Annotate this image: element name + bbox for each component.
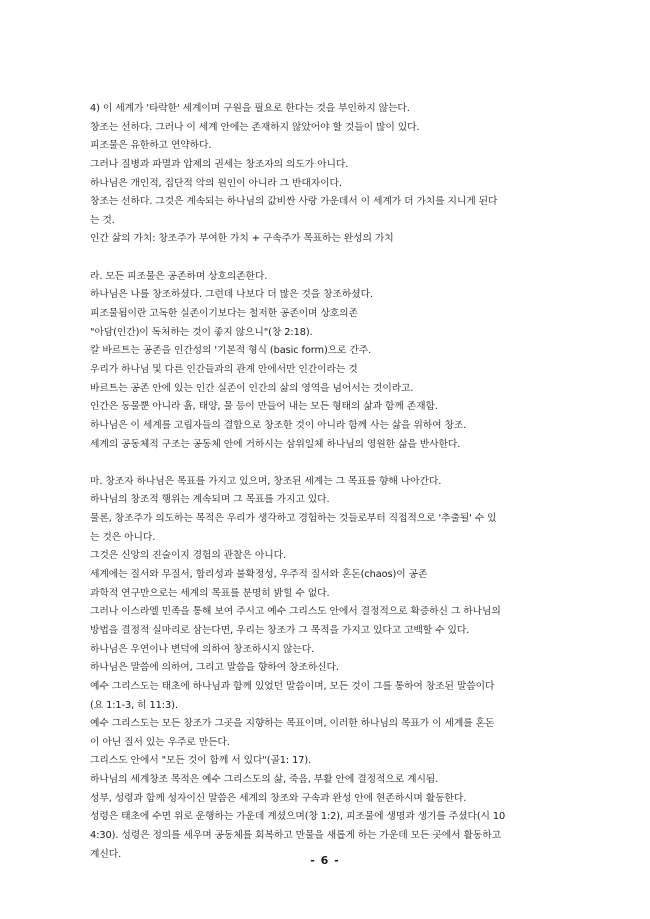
text-line: 는 것은 아니다. <box>90 531 156 543</box>
text-line: 그러나 질병과 파멸과 압제의 권세는 창조자의 의도가 아니다. <box>90 158 349 170</box>
section-block <box>90 100 570 249</box>
text-line: 세계의 공동체적 구조는 공동체 안에 거하시는 삼위일체 하나님의 영원한 삶을 반사한다. <box>90 438 461 450</box>
text-line: 칼 바르트는 공존을 인간성의 '기본적 형식 (basic form)으로 간주. <box>90 345 372 357</box>
text-line: 하나님은 이 세계를 고립자들의 결합으로 창조한 것이 아니라 함께 사는 삶을 위하여 창조. <box>90 419 467 431</box>
text-line: 그러나 이스라엘 민족을 통해 보여 주시고 예수 그리스도 안에서 결정적으로 확증하신 그 하나님의 <box>90 606 501 618</box>
text-line: 4:30). 성령은 정의를 세우며 공동체를 회복하고 만물을 새롭게 하는 가운데 모든 곳에서 활동하고 <box>90 829 501 841</box>
text-line: 세계에는 질서와 무질서, 합리성과 불확정성, 우주적 질서와 혼돈(chaos)이 공존 <box>90 569 428 581</box>
text-line: 하나님은 나를 창조하셨다. 그런데 나보다 더 많은 것을 창조하셨다. <box>90 289 373 301</box>
text-line: 과학적 연구만으로는 세계의 목표를 분명히 밝힐 수 없다. <box>90 587 330 599</box>
text-line: (요 1:1-3, 히 11:3). <box>90 699 178 711</box>
section-block <box>90 473 570 864</box>
text-line: 하나님의 창조적 행위는 계속되며 그 목표를 가지고 있다. <box>90 494 330 506</box>
page-number: - 6 - <box>310 854 340 867</box>
text-line: 인간 삶의 가치: 창조주가 부여한 가치 + 구속주가 목표하는 완성의 가치 <box>90 233 394 245</box>
text-line: 성부, 성령과 함께 성자이신 말씀은 세계의 창조와 구속과 완성 안에 현존하시며 활동한다. <box>90 792 467 804</box>
text-line: 우리가 하나님 및 다른 인간들과의 관계 안에서만 인간이라는 것 <box>90 363 358 375</box>
text-line: 는 것. <box>90 214 115 226</box>
document-body <box>90 100 570 864</box>
text-line: 창조는 선하다. 그것은 계속되는 하나님의 값비싼 사랑 가운데서 이 세계가 더 가치를 지니게 된다 <box>90 196 498 208</box>
text-line: 하나님은 개인적, 집단적 악의 원인이 아니라 그 반대자이다. <box>90 177 342 189</box>
text-line: 물론, 창조주가 의도하는 목적은 우리가 생각하고 경험하는 것들로부터 직접적으로 '추출될' 수 있 <box>90 513 497 525</box>
text-line: 피조물됨이란 고독한 실존이기보다는 철저한 공존이며 상호의존 <box>90 308 358 320</box>
text-line: 예수 그리스도는 태초에 하나님과 함께 있었던 말씀이며, 모든 것이 그를 통하여 창조된 말씀이다 <box>90 680 495 692</box>
paragraph-gap <box>90 454 570 473</box>
text-line: 하나님은 우연이나 변덕에 의하여 창조하시지 않는다. <box>90 643 315 655</box>
text-line: 하나님의 세계창조 목적은 예수 그리스도의 삶, 죽음, 부활 안에 결정적으로 계시됨. <box>90 774 439 786</box>
text-line: 방법을 결정적 실마리로 삼는다면, 우리는 창조가 그 목적을 가지고 있다고 고백할 수 있다. <box>90 624 470 636</box>
text-line: 이 아닌 질서 있는 우주로 만든다. <box>90 736 230 748</box>
text-line: 바르트는 공존 안에 있는 인간 실존이 인간의 삶의 영역을 넘어서는 것이라고. <box>90 382 414 394</box>
section-block <box>90 268 570 454</box>
text-line: 계신다. <box>90 848 122 860</box>
text-line: 예수 그리스도는 모든 창조가 그곳을 지향하는 목표이며, 이러한 하나님의 목표가 이 세계를 혼돈 <box>90 718 495 730</box>
text-line: "아담(인간)이 독처하는 것이 좋지 않으니"(창 2:18). <box>90 326 313 338</box>
text-line: 인간은 동물뿐 아니라 흙, 태양, 물 등이 만들어 내는 모든 형태의 삶과 함께 존재함. <box>90 401 438 413</box>
text-line: 하나님은 말씀에 의하여, 그리고 말씀을 향하여 창조하신다. <box>90 662 339 674</box>
text-line: 라. 모든 피조물은 공존하며 상호의존한다. <box>90 270 268 282</box>
text-line: 그것은 신앙의 진술이지 경험의 관찰은 아니다. <box>90 550 286 562</box>
text-line: 그리스도 안에서 "모든 것이 함께 서 있다"(골1: 17). <box>90 755 312 767</box>
text-line: 창조는 선하다. 그러나 이 세계 안에는 존재하지 않았어야 할 것들이 많이 있다. <box>90 121 420 133</box>
text-line: 마. 창조자 하나님은 목표를 가지고 있으며, 창조된 세계는 그 목표를 향해 나아간다. <box>90 475 442 487</box>
text-line: 피조물은 유한하고 연약하다. <box>90 140 212 152</box>
text-line: 4) 이 세계가 '타락한' 세계이며 구원을 필요로 한다는 것을 부인하지 않는다. <box>90 103 410 114</box>
text-line: 성령은 태초에 수면 위로 운행하는 가운데 계셨으며(창 1:2), 피조물에 생명과 생기를 주셨다(시 10 <box>90 811 506 823</box>
paragraph-gap <box>90 249 570 268</box>
